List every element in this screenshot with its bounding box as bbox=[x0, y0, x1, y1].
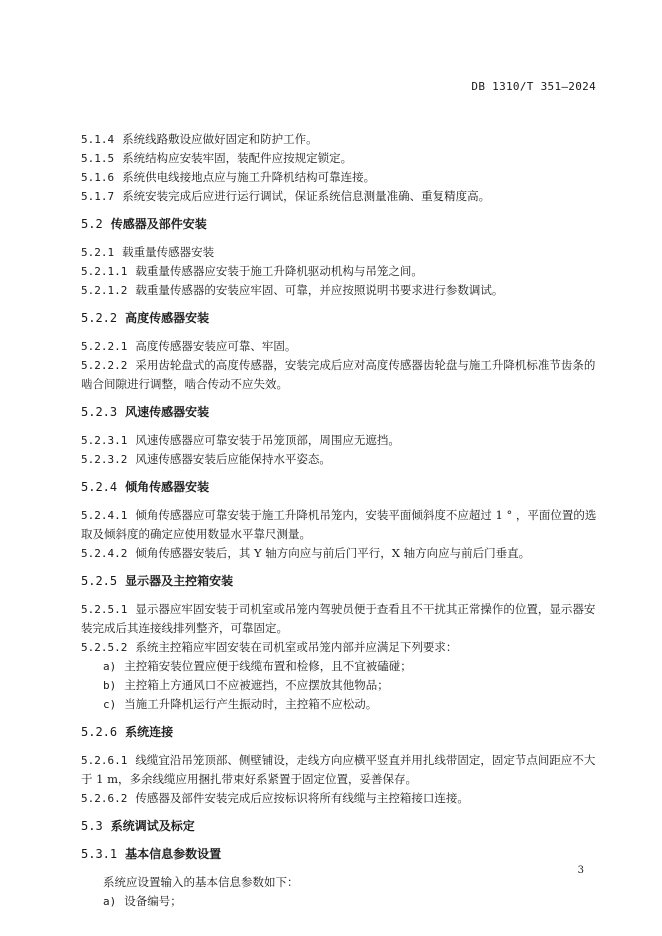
clause-5-1-5 bbox=[81, 149, 601, 168]
list-item-a bbox=[81, 892, 601, 911]
subsection-heading-5-2-6 bbox=[81, 723, 601, 742]
section-number: 5.3 bbox=[81, 819, 103, 833]
clause-number: 5.2.5.2 bbox=[81, 641, 128, 654]
clause-text: 系统线路敷设应做好固定和防护工作。 bbox=[122, 132, 318, 146]
clause-text: 采用齿轮盘式的高度传感器，安装完成后应对高度传感器齿轮盘与施工升降机标准节齿条的 bbox=[135, 358, 596, 372]
clause-5-2-4-1 bbox=[81, 506, 601, 525]
section-number: 5.3.1 bbox=[81, 847, 118, 861]
clause-number: 5.2.5.1 bbox=[81, 603, 128, 616]
clause-number: 5.2.6.2 bbox=[81, 792, 128, 805]
list-item-text: 主控箱上方通风口不应被遮挡，不应摆放其他物品； bbox=[124, 678, 389, 692]
clause-number: 5.1.6 bbox=[81, 171, 115, 184]
section-title: 系统连接 bbox=[125, 725, 174, 739]
clause-5-2-2-1 bbox=[81, 337, 601, 356]
clause-text: 风速传感器安装后应能保持水平姿态。 bbox=[135, 452, 331, 466]
list-item-c bbox=[81, 695, 601, 714]
list-marker: b) bbox=[103, 679, 117, 692]
subsection-heading-5-2-2 bbox=[81, 309, 601, 328]
clause-number: 5.2.4.1 bbox=[81, 509, 128, 522]
clause-text: 系统主控箱应牢固安装在司机室或吊笼内部并应满足下列要求： bbox=[135, 640, 458, 654]
section-number: 5.2.3 bbox=[81, 405, 118, 419]
clause-text: 风速传感器应可靠安装于吊笼顶部，周围应无遮挡。 bbox=[135, 433, 400, 447]
clause-text: 线缆宜沿吊笼顶部、侧壁铺设，走线方向应横平竖直并用扎线带固定，固定节点间距应不大 bbox=[135, 753, 596, 767]
subsection-heading-5-2-3 bbox=[81, 403, 601, 422]
clause-5-2-3-2 bbox=[81, 450, 601, 469]
clause-continuation: 装完成后其连接线排列整齐，可靠固定。 bbox=[81, 621, 288, 635]
clause-text: 高度传感器安装应可靠、牢固。 bbox=[135, 339, 297, 353]
list-item-text: 设备编号； bbox=[124, 894, 182, 908]
clause-number: 5.2.3.1 bbox=[81, 434, 128, 447]
clause-5-2-6-2 bbox=[81, 789, 601, 808]
clause-text: 系统安装完成后应进行运行调试，保证系统信息测量准确、重复精度高。 bbox=[122, 189, 491, 203]
clause-5-1-7 bbox=[81, 187, 601, 206]
clause-number: 5.2.6.1 bbox=[81, 754, 128, 767]
list-item-b bbox=[81, 676, 601, 695]
clause-text: 倾角传感器安装后，其 Y 轴方向应与前后门平行，X 轴方向应与前后门垂直。 bbox=[135, 546, 531, 560]
clause-text: 载重量传感器应安装于施工升降机驱动机构与吊笼之间。 bbox=[135, 264, 423, 278]
list-item-text: 当施工升降机运行产生振动时，主控箱不应松动。 bbox=[124, 697, 378, 711]
clause-continuation: 于 1 m，多余线缆应用捆扎带束好系紧置于固定位置，妥善保存。 bbox=[81, 772, 418, 786]
subsection-heading-5-2-5 bbox=[81, 572, 601, 591]
clause-5-2-1-2 bbox=[81, 281, 601, 300]
list-marker: a) bbox=[103, 895, 117, 908]
section-number: 5.2.6 bbox=[81, 725, 118, 739]
clause-5-2-5-1 bbox=[81, 600, 601, 619]
clause-5-2-4-2 bbox=[81, 544, 601, 563]
section-number: 5.2.5 bbox=[81, 574, 118, 588]
section-title: 显示器及主控箱安装 bbox=[125, 574, 234, 588]
clause-continuation: 取及倾斜度的确定应使用数显水平靠尺测量。 bbox=[81, 527, 311, 541]
document-body bbox=[81, 130, 601, 911]
clause-text: 显示器应牢固安装于司机室或吊笼内驾驶员便于查看且不干扰其正常操作的位置，显示器安 bbox=[135, 602, 596, 616]
clause-number: 5.1.5 bbox=[81, 152, 115, 165]
document-code: DB 1310/T 351—2024 bbox=[471, 80, 596, 93]
clause-5-2-5-2 bbox=[81, 638, 601, 657]
clause-text: 倾角传感器应可靠安装于施工升降机吊笼内，安装平面倾斜度不应超过 1 ° ，平面位置的选 bbox=[135, 508, 597, 522]
section-title: 倾角传感器安装 bbox=[125, 480, 210, 494]
section-title: 风速传感器安装 bbox=[125, 405, 210, 419]
list-marker: c) bbox=[103, 698, 117, 711]
clause-text: 传感器及部件安装完成后应按标识将所有线缆与主控箱接口连接。 bbox=[135, 791, 469, 805]
list-marker: a) bbox=[103, 660, 117, 673]
clause-5-2-3-1 bbox=[81, 431, 601, 450]
clause-number: 5.2.1.2 bbox=[81, 284, 128, 297]
subsection-heading-5-2-4 bbox=[81, 478, 601, 497]
clause-number: 5.1.4 bbox=[81, 133, 115, 146]
clause-number: 5.2.2.1 bbox=[81, 340, 128, 353]
clause-number: 5.2.1 bbox=[81, 246, 115, 259]
clause-5-2-2-2 bbox=[81, 356, 601, 375]
clause-continuation: 啮合间隙进行调整，啮合传动不应失效。 bbox=[81, 377, 288, 391]
section-title: 基本信息参数设置 bbox=[125, 847, 222, 861]
clause-5-1-4 bbox=[81, 130, 601, 149]
subsection-5-2-1 bbox=[81, 243, 601, 262]
clause-5-2-6-1 bbox=[81, 751, 601, 770]
clause-number: 5.2.2.2 bbox=[81, 359, 128, 372]
clause-text: 系统结构应安装牢固，装配件应按规定锁定。 bbox=[122, 151, 353, 165]
section-title: 系统调试及标定 bbox=[110, 819, 195, 833]
clause-text: 系统供电线接地点应与施工升降机结构可靠连接。 bbox=[122, 170, 376, 184]
section-heading-5-3 bbox=[81, 817, 601, 836]
clause-5-1-6 bbox=[81, 168, 601, 187]
clause-text: 载重量传感器的安装应牢固、可靠，并应按照说明书要求进行参数调试。 bbox=[135, 283, 504, 297]
clause-5-2-1-1 bbox=[81, 262, 601, 281]
clause-number: 5.2.4.2 bbox=[81, 547, 128, 560]
list-item-a bbox=[81, 657, 601, 676]
clause-text: 载重量传感器安装 bbox=[122, 245, 215, 259]
section-number: 5.2.2 bbox=[81, 311, 118, 325]
subsection-heading-5-3-1 bbox=[81, 845, 601, 864]
section-title: 传感器及部件安装 bbox=[110, 217, 207, 231]
paragraph: 系统应设置输入的基本信息参数如下： bbox=[103, 875, 299, 889]
clause-number: 5.2.1.1 bbox=[81, 265, 128, 278]
section-heading-5-2 bbox=[81, 215, 601, 234]
section-number: 5.2 bbox=[81, 217, 103, 231]
clause-number: 5.2.3.2 bbox=[81, 453, 128, 466]
clause-number: 5.1.7 bbox=[81, 190, 115, 203]
page-number: 3 bbox=[577, 865, 584, 876]
list-item-text: 主控箱安装位置应便于线缆布置和检修，且不宜被磕碰； bbox=[124, 659, 412, 673]
section-title: 高度传感器安装 bbox=[125, 311, 210, 325]
section-number: 5.2.4 bbox=[81, 480, 118, 494]
